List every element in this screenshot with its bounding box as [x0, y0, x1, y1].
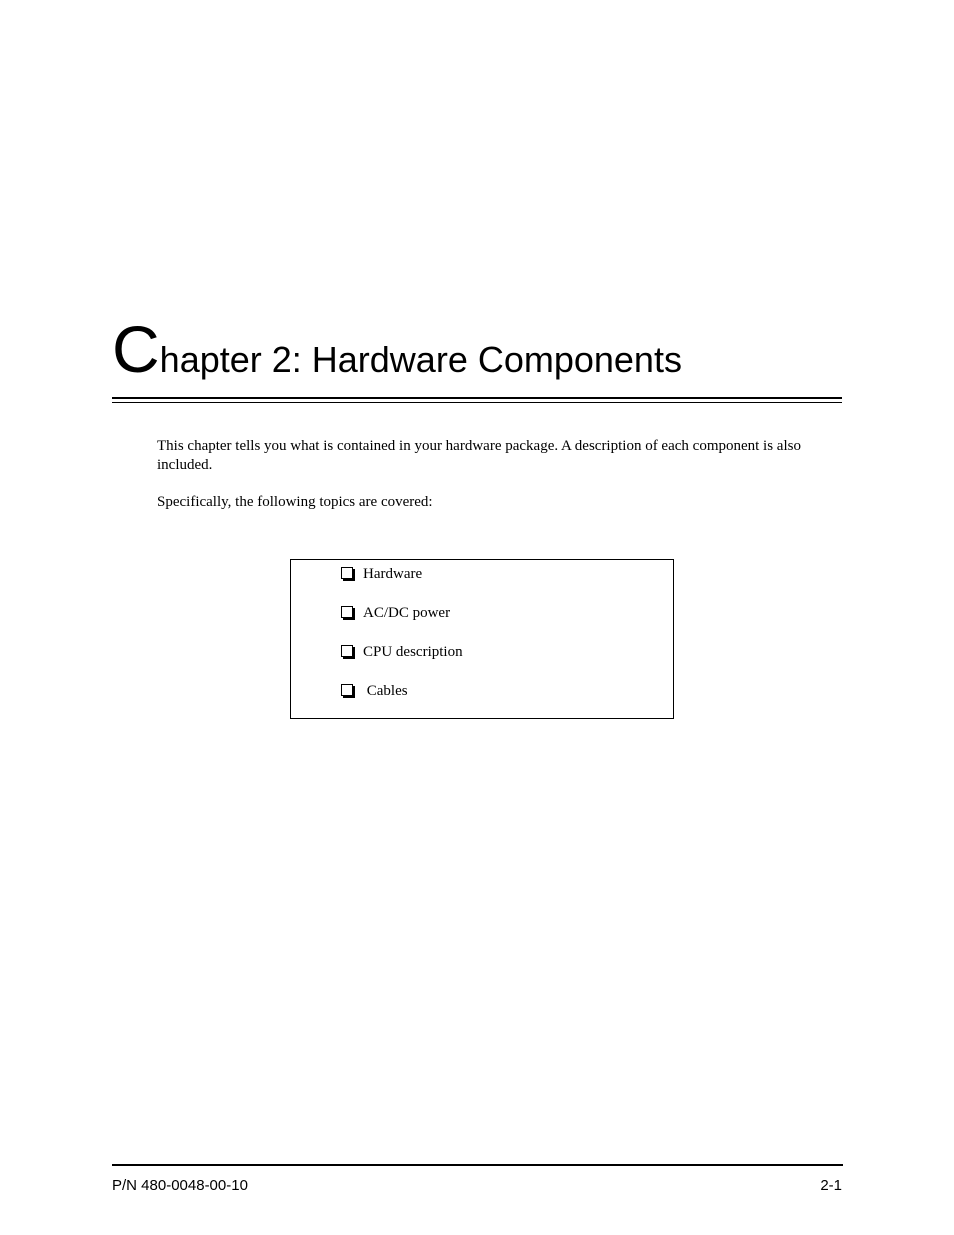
- topic-label: Hardware: [363, 565, 423, 582]
- topic-item-ac-dc-power: [341, 603, 463, 623]
- title-rule-thick: [112, 397, 842, 399]
- intro-paragraph: This chapter tells you what is contained in your hardware package. A description of each component is also included.: [157, 438, 801, 473]
- topics-lead-in: Specifically, the following topics are covered:: [157, 494, 433, 510]
- topics-box: [290, 559, 674, 719]
- topic-label: Cables: [363, 682, 408, 699]
- chapter-title: [112, 312, 682, 386]
- topic-item-cables: [341, 681, 463, 701]
- title-rule-thin: [112, 402, 842, 403]
- topic-item-cpu-description: [341, 642, 463, 662]
- footer-rule: [112, 1164, 843, 1166]
- checkbox-icon: [341, 684, 353, 696]
- topics-list: [341, 564, 463, 720]
- checkbox-icon: [341, 606, 353, 618]
- footer-part-number: P/N 480-0048-00-10: [112, 1177, 248, 1194]
- topic-label: CPU description: [363, 643, 463, 660]
- chapter-title-text: hapter 2: Hardware Components: [159, 339, 682, 380]
- footer-page-number: 2-1: [820, 1177, 842, 1194]
- checkbox-icon: [341, 567, 353, 579]
- checkbox-icon: [341, 645, 353, 657]
- chapter-title-initial: C: [112, 312, 160, 386]
- topic-label: AC/DC power: [363, 604, 451, 621]
- topic-item-hardware: [341, 564, 463, 584]
